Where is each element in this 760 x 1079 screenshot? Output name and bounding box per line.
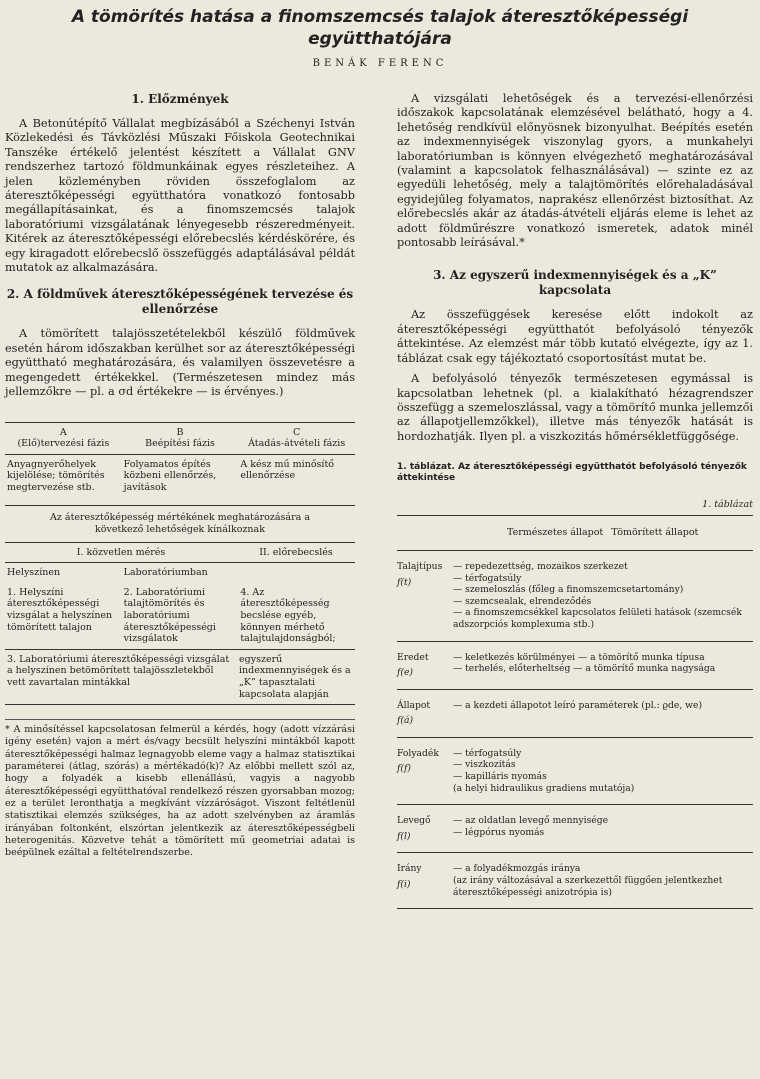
table-row — [397, 853, 753, 909]
option-2: 2. Laboratóriumi talajtömörítés és laboratóriumi áteresztőképességi vizsgálatok — [123, 586, 216, 645]
table-col-natural: Természetes állapot — [507, 526, 604, 538]
table-body — [397, 551, 753, 909]
phase-desc-row — [5, 454, 355, 498]
table-row-line: — szemcsealak, elrendeződés — [453, 595, 592, 607]
table-row-content — [453, 863, 753, 898]
table-row-line: — térfogatsúly — [453, 572, 522, 584]
phase-row — [5, 423, 355, 454]
table-row-line: — terhelés, előterheltség — a tömörítő munka nagysága — [453, 663, 716, 675]
table-row-content — [453, 700, 753, 727]
left-column — [5, 80, 355, 859]
method-estimation: II. előrebecslés — [259, 546, 333, 558]
phase-desc-c: A kész mű minősítő ellenőrzése — [240, 458, 334, 482]
table-row-line: — az oldatlan levegő mennyisége — [453, 815, 609, 827]
table-row-label: Folyadék f(f) — [397, 747, 439, 775]
table-row-line: — a kezdeti állapotot leíró paraméterek (pl.: ϱde, we) — [453, 699, 703, 711]
phase-desc-a: Anyagnyerőhelyek kijelölése; tömörítés megtervezése stb. — [7, 458, 105, 493]
table-row-line: — szemeloszlás (főleg a finomszemcsetartomány) — [453, 584, 684, 596]
phase-desc-b: Folyamatos építés közbeni ellenőrzés, javítások — [123, 458, 217, 493]
table-row-content — [453, 748, 753, 794]
table-row — [397, 805, 753, 853]
table-row-content — [453, 652, 753, 679]
section3-paragraph-2: A befolyásoló tényezők természetesen egymással is kapcsolatban lehetnek (pl. a kialakítható hézagrendszer összefügg a szemeloszlással, vagy a tömörítő munka jellemzői az állapotjellemzőkkel), illetve más tényezők hatását is hordozhatják. Ilyen pl. a viszkozitás hőmérsékletfüggősége. — [397, 372, 753, 443]
table-row — [397, 690, 753, 738]
table-row-content — [453, 815, 753, 842]
table-row-content — [453, 561, 753, 631]
options-head-row — [5, 562, 355, 583]
author: BENÁK FERENC — [312, 58, 448, 69]
table-row-line: (a helyi hidraulikus gradiens mutatója) — [453, 782, 635, 794]
phase-b: B Beépítési fázis — [145, 426, 215, 450]
onsite-head: Helyszínen — [7, 567, 61, 579]
table-row — [397, 642, 753, 690]
section2-paragraph: A tömörített talajösszetételekből készülő földművek esetén három időszakban kerülhet sor az áteresztőképességi együttható meghatározására, és valamilyen összevetésre a megengedett értékekkel. (Természetesen mindez más jellemzőkre — pl. a σd értékekre — is érvényes.) — [5, 327, 355, 399]
table-row-line: — légpórus nyomás — [453, 826, 545, 838]
table-header — [397, 516, 753, 551]
section3-paragraph-1: Az összefüggések keresése előtt indokolt az áteresztőképességi együtthatót befolyásoló tényezők áttekintése. Az elemzést már több kutató elvégezte, így az 1. táblázat csak egy tájékoztató csoportosítást mutat be. — [397, 308, 753, 365]
possibilities-box: Az áteresztőképesség mértékének meghatározására a következő lehetőségek kínálkoznak — [5, 505, 355, 542]
table-row-label: Eredet f(e) — [397, 651, 429, 679]
method-row — [5, 543, 355, 563]
table-row-line: — keletkezés körülményei — a tömörítő munka típusa — [453, 651, 705, 663]
option-3: 3. Laboratóriumi áteresztőképességi vizsgálat a helyszínen betömörített talajösszletekből vett zavartalan mintákkal — [7, 653, 230, 688]
section1-heading: 1. Előzmények — [131, 92, 229, 106]
phase-c: C Átadás-átvételi fázis — [248, 426, 346, 450]
section3-heading: 3. Az egyszerű indexmennyiségek és a „K” kapcsolata — [433, 268, 717, 298]
section2-heading: 2. A földművek áteresztőképességének tervezése és ellenőrzése — [6, 287, 354, 317]
table-row-label: Levegő f(l) — [397, 815, 431, 842]
lab-head: Laboratóriumban — [123, 567, 208, 579]
table-row-line: — a folyadékmozgás iránya — [453, 863, 581, 875]
method-direct: I. közvetlen mérés — [76, 546, 166, 558]
option-1: 1. Helyszíni áteresztőképességi vizsgálat a helyszínen tömörített talajon — [7, 586, 113, 633]
table-number: 1. táblázat — [397, 498, 753, 515]
phase-a: A (Elő)tervezési fázis — [17, 426, 110, 450]
option-4: 4. Az áteresztőképesség becslése egyéb, könnyen mérhető talajtulajdonságból; — [240, 586, 336, 645]
table-row-line: — kapilláris nyomás — [453, 771, 547, 783]
table-row-line: — repedezettség, mozaikos szerkezet — [453, 560, 628, 572]
table-row-label: Állapot f(á) — [397, 699, 431, 727]
table-row-line: — térfogatsúly — [453, 747, 522, 759]
table-row-label: Talajtípus f(t) — [397, 560, 443, 588]
table-row — [397, 738, 753, 805]
paper-title: A tömörítés hatása a finomszemcsés talajok áteresztőképességi együtthatójára — [71, 7, 689, 49]
footnote: * A minősítéssel kapcsolatosan felmerül a kérdés, hogy (adott vízzárási igény esetén) vajon a mért és/vagy becsült helyszíni mintákból kapott áteresztőképességi halmaz legnagyobb eleme vagy a halmaz statisztikai paraméterei (átlag, szórás) a mértékadó(k)? Az előbbi mellett szól az, hogy a folyadék a kisebb ellenállású, vagyis a nagyobb áteresztőképességi együtthatóval rendelkező részen gyorsabban mozog; ez a terület leronthatja a megkívánt vízzáróságot. Viszont feltétlenül statisztikai elemzés szükséges, ha az adott szelvényben az áramlás irányában foltonként, elszórtan jelentkezik az áteresztőképességbeli heterogenitás. Közvetve tehát a tömörített mű geometriai adatai is beépülnek ezáltal a feltételrendszerbe. — [5, 719, 355, 859]
table-title: 1. táblázat. Az áteresztőképességi együtthatót befolyásoló tényezők áttekintése — [397, 462, 747, 484]
right-column — [397, 80, 753, 909]
table-row-line: — a finomszemcsékkel kapcsolatos felületi hatások (szemcsék adszorpciós komplexuma stb.) — [453, 607, 742, 630]
table-row-line: — viszkozitás — [453, 759, 516, 771]
table-row-label: Irány f(i) — [397, 863, 422, 891]
table-col-compacted: Tömörített állapot — [611, 526, 699, 538]
options-row — [5, 583, 355, 649]
section1-paragraph: A Betonútépítő Vállalat megbízásából a Széchenyi István Közlekedési és Távközlési Műszaki Főiskola Geotechnikai Tanszéke értékelő jelentést készített a Vállalat GNV rendszerhez tartozó földmunkáinak egyes részleteihez. A jelen közleményben röviden összefoglalom az áteresztőképességi együtthatóra vonatkozó fontosabb megállapításainkat, és a finomszemcsés talajok laboratóriumi vizsgálatának lényegesebb részeredményeit. Kitérek az áteresztőképességi előrebecslés kérdéskörére, és egy kiragadott előrebecslő összefüggés adaptálásával példát mutatok az alkalmazására. — [5, 117, 355, 275]
options-row-2 — [5, 649, 355, 705]
table-row — [397, 551, 753, 642]
table-row-line: (az irány változásával a szerkezettől függően jelentkezhet áteresztőképességi anizotrópia is) — [453, 875, 723, 898]
process-diagram — [5, 422, 355, 706]
right-paragraph-1: A vizsgálati lehetőségek és a tervezési-ellenőrzési időszakok kapcsolatának elemzésével belátható, hogy a 4. lehetőség rendkívül előnyösnek bizonyulhat. Beépítés esetén az indexmennyiségek viszonylag gyors, a munkahelyi laboratóriumban is könnyen elvégezhető meghatározásával (valamint a kapcsolatok felhasználásával) — szinte ez az egyedüli lehetőség, mely a talajtömörítés előrehaladásával egyidejűleg folyamatos, naprakész ellenőrzést biztosíthat. Az előrebecslés akár az átadás-átvételi eljárás eleme is lehet az adott földműrészre vonatkozó ismeretek, adatok minél pontosabb leírásával.* — [397, 92, 753, 250]
option-5: egyszerű indexmennyiségek és a „K” tapasztalati kapcsolata alapján — [239, 653, 351, 700]
